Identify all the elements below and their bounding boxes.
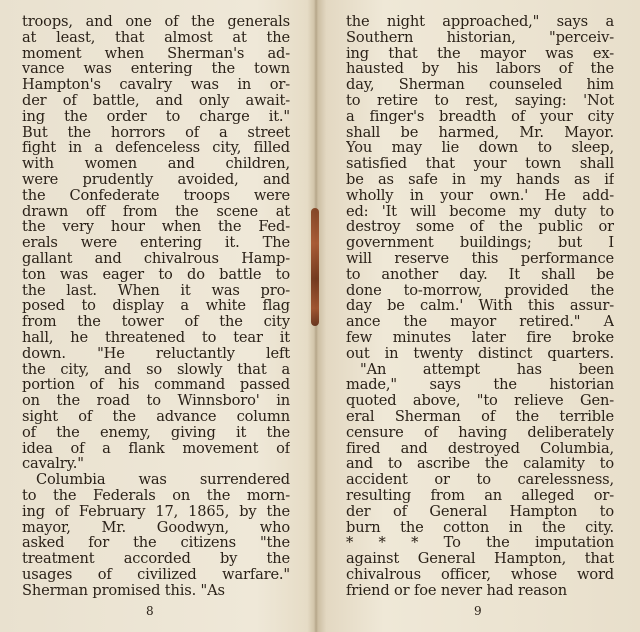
text-line: were prudently avoided, and	[22, 171, 290, 188]
text-line: burn the cotton in the city.	[346, 519, 614, 536]
text-line: eral Sherman of the terrible	[346, 408, 614, 425]
text-line: government buildings; but I	[346, 235, 614, 251]
text-line: Southern historian, "perceiv-	[346, 29, 614, 46]
text-line: chivalrous officer, whose word	[346, 566, 614, 583]
text-line: out in twenty distinct quarters.	[346, 345, 614, 362]
text-line: vance was entering the town	[22, 61, 290, 78]
text-line: moment when Sherman's ad-	[22, 45, 290, 62]
text-line: at least, that almost at the	[22, 29, 290, 46]
text-line: Columbia was surrendered	[36, 472, 290, 488]
text-line: "An attempt has been	[360, 361, 614, 378]
text-line: ton was eager to do battle to	[22, 266, 290, 283]
text-line: day be calm.' With this assur-	[346, 298, 614, 315]
text-line: asked for the citizens "the	[22, 535, 290, 552]
text-line: on the road to Winnsboro' in	[22, 393, 290, 409]
text-line: hausted by his labors of the	[346, 61, 614, 78]
text-line: erals were entering it. The	[22, 235, 290, 251]
text-line: hall, he threatened to tear it	[22, 329, 290, 346]
text-line: posed to display a white flag	[22, 298, 290, 315]
text-line: satisfied that your town shall	[346, 156, 614, 172]
text-line: shall be harmed, Mr. Mayor.	[346, 124, 614, 141]
text-line: accident or to carelessness,	[346, 472, 614, 488]
right-page-text	[346, 14, 614, 598]
text-line: der of General Hampton to	[346, 503, 614, 520]
left-page-number: 8	[146, 604, 154, 618]
text-line: treatment accorded by the	[22, 551, 290, 567]
left-page-text	[22, 14, 290, 598]
text-line: Sherman promised this. "As	[22, 582, 225, 599]
text-line: ance the mayor retired." A	[346, 314, 614, 330]
text-line: cavalry."	[22, 456, 84, 473]
text-line: with women and children,	[22, 156, 290, 172]
text-line: the city, and so slowly that a	[22, 361, 290, 378]
text-line: to the Federals on the morn-	[22, 487, 290, 504]
text-line: troops, and one of the generals	[22, 14, 290, 30]
text-line: to retire to rest, saying: 'Not	[346, 92, 614, 109]
text-line: idea of a flank movement of	[22, 440, 290, 457]
text-line: a finger's breadth of your city	[346, 108, 614, 125]
text-line: You may lie down to sleep,	[346, 140, 614, 157]
text-line: few minutes later fire broke	[346, 329, 614, 346]
text-line: fired and destroyed Columbia,	[346, 440, 614, 457]
text-line: the night approached," says a	[346, 14, 614, 30]
text-line: down. "He reluctantly left	[22, 345, 290, 362]
text-line: quoted above, "to relieve Gen-	[346, 393, 614, 409]
text-line: made," says the historian	[346, 377, 614, 394]
text-line: of the enemy, giving it the	[22, 424, 290, 441]
text-line: drawn off from the scene at	[22, 203, 290, 220]
text-line: done to-morrow, provided the	[346, 282, 614, 299]
text-line: wholly in your own.' He add-	[346, 187, 614, 204]
text-line: the very hour when the Fed-	[22, 219, 290, 236]
text-line: destroy some of the public or	[346, 219, 614, 236]
text-line: fight in a defenceless city, filled	[22, 140, 290, 157]
text-line: ing that the mayor was ex-	[346, 45, 614, 62]
text-line: to another day. It shall be	[346, 266, 614, 283]
text-line: ing the order to charge it."	[22, 108, 290, 125]
text-line: portion of his command passed	[22, 377, 290, 394]
text-line: censure of having deliberately	[346, 424, 614, 441]
text-line: mayor, Mr. Goodwyn, who	[22, 519, 290, 536]
text-line: resulting from an alleged or-	[346, 487, 614, 504]
text-line: against General Hampton, that	[346, 551, 614, 567]
text-line: be as safe in my hands as if	[346, 171, 614, 188]
text-line: and to ascribe the calamity to	[346, 456, 614, 473]
right-page-number: 9	[474, 604, 482, 618]
text-line: der of battle, and only await-	[22, 92, 290, 109]
text-line: friend or foe never had reason	[346, 582, 568, 599]
text-line: the last. When it was pro-	[22, 282, 290, 299]
text-line: sight of the advance column	[22, 408, 290, 425]
binding-thread	[311, 208, 319, 326]
text-line: ing of February 17, 1865, by the	[22, 503, 290, 520]
text-line: gallant and chivalrous Hamp-	[22, 250, 290, 267]
text-line: usages of civilized warfare."	[22, 566, 290, 583]
text-line: ed: 'It will become my duty to	[346, 203, 614, 220]
text-line: Hampton's cavalry was in or-	[22, 77, 290, 93]
text-line: * * * To the imputation	[346, 535, 614, 552]
text-line: from the tower of the city	[22, 314, 290, 330]
text-line: will reserve this performance	[346, 250, 614, 267]
text-line: day, Sherman counseled him	[346, 77, 614, 93]
text-line: But the horrors of a street	[22, 124, 290, 141]
text-line: the Confederate troops were	[22, 187, 290, 204]
